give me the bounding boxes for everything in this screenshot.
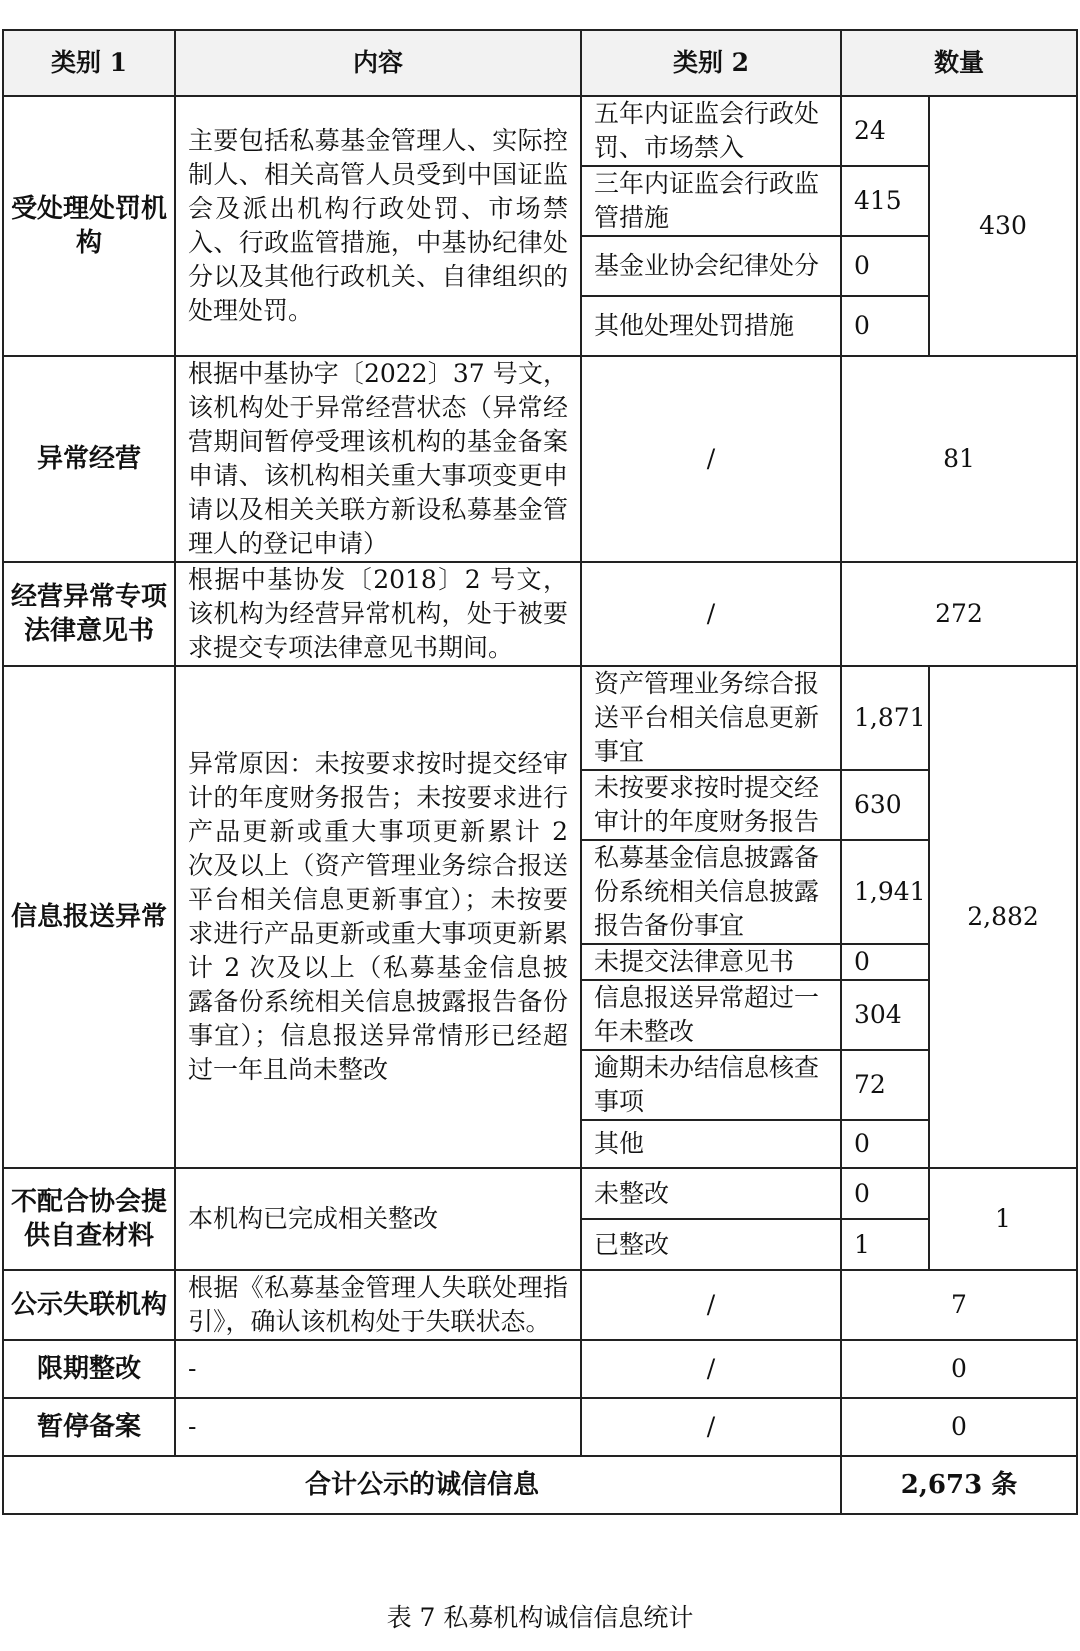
lost-label: 公示失联机构: [3, 1270, 175, 1340]
info-sub-label: 逾期未办结信息核查事项: [581, 1050, 841, 1120]
summary-label: 合计公示的诚信信息: [3, 1456, 841, 1514]
lost-cat2: /: [581, 1270, 841, 1340]
abnormal-cat2: /: [581, 356, 841, 562]
punish-total: 430: [929, 96, 1077, 356]
header-qty: 数量: [841, 30, 1077, 96]
integrity-table: [2, 29, 1078, 1515]
info-sub-value: 304: [841, 980, 929, 1050]
info-sub-value: 630: [841, 770, 929, 840]
info-sub-value: 1,871: [841, 666, 929, 770]
info-sub-label: 私募基金信息披露备份系统相关信息披露报告备份事宜: [581, 840, 841, 944]
punish-sub-value: 415: [841, 166, 929, 236]
punish-sub-label: 三年内证监会行政监管措施: [581, 166, 841, 236]
summary-row: [3, 1456, 1077, 1514]
noncoop-sub-value: 0: [841, 1168, 929, 1219]
abnormal-total: 81: [841, 356, 1077, 562]
header-row: [3, 30, 1077, 96]
suspend-total: 0: [841, 1398, 1077, 1456]
info-sub-label: 信息报送异常超过一年未整改: [581, 980, 841, 1050]
table-row: [3, 1340, 1077, 1398]
info-sub-label: 未提交法律意见书: [581, 944, 841, 980]
table-caption: 表 7 私募机构诚信信息统计: [386, 1603, 694, 1632]
rectify-label: 限期整改: [3, 1340, 175, 1398]
legal-total: 272: [841, 562, 1077, 666]
suspend-content: -: [175, 1398, 581, 1456]
rectify-content: -: [175, 1340, 581, 1398]
summary-value: 2,673 条: [841, 1456, 1077, 1514]
info-sub-label: 未按要求按时提交经审计的年度财务报告: [581, 770, 841, 840]
punish-sub-value: 0: [841, 236, 929, 296]
legal-label: 经营异常专项法律意见书: [3, 562, 175, 666]
table-row: [3, 356, 1077, 562]
legal-content: 根据中基协发〔2018〕2 号文，该机构为经营异常机构，处于被要求提交专项法律意见书期间。: [175, 562, 581, 666]
header-cat1: 类别 1: [3, 30, 175, 96]
info-total: 2,882: [929, 666, 1077, 1168]
table-row: [3, 1168, 1077, 1219]
header-cat2: 类别 2: [581, 30, 841, 96]
info-sub-value: 1,941: [841, 840, 929, 944]
info-sub-label: 资产管理业务综合报送平台相关信息更新事宜: [581, 666, 841, 770]
punish-label: 受处理处罚机构: [3, 96, 175, 356]
noncoop-sub-label: 已整改: [581, 1219, 841, 1270]
suspend-cat2: /: [581, 1398, 841, 1456]
info-sub-label: 其他: [581, 1120, 841, 1168]
punish-sub-value: 24: [841, 96, 929, 166]
noncoop-content: 本机构已完成相关整改: [175, 1168, 581, 1270]
info-sub-value: 0: [841, 1120, 929, 1168]
punish-sub-value: 0: [841, 296, 929, 356]
abnormal-label: 异常经营: [3, 356, 175, 562]
info-sub-value: 0: [841, 944, 929, 980]
table-row: [3, 562, 1077, 666]
noncoop-sub-value: 1: [841, 1219, 929, 1270]
rectify-cat2: /: [581, 1340, 841, 1398]
table-row: [3, 1270, 1077, 1340]
header-content: 内容: [175, 30, 581, 96]
punish-sub-label: 基金业协会纪律处分: [581, 236, 841, 296]
table-row: [3, 96, 1077, 166]
abnormal-content: 根据中基协字〔2022〕37 号文，该机构处于异常经营状态（异常经营期间暂停受理该机构的基金备案申请、该机构相关重大事项变更申请以及相关关联方新设私募基金管理人的登记申请）: [175, 356, 581, 562]
table-row: [3, 666, 1077, 770]
punish-content: 主要包括私募基金管理人、实际控制人、相关高管人员受到中国证监会及派出机构行政处罚、市场禁入、行政监管措施，中基协纪律处分以及其他行政机关、自律组织的处理处罚。: [175, 96, 581, 356]
suspend-label: 暂停备案: [3, 1398, 175, 1456]
lost-content: 根据《私募基金管理人失联处理指引》，确认该机构处于失联状态。: [175, 1270, 581, 1340]
info-sub-value: 72: [841, 1050, 929, 1120]
noncoop-total: 1: [929, 1168, 1077, 1270]
noncoop-label: 不配合协会提供自查材料: [3, 1168, 175, 1270]
info-content: 异常原因：未按要求按时提交经审计的年度财务报告；未按要求进行产品更新或重大事项更新累计 2 次及以上（资产管理业务综合报送平台相关信息更新事宜）；未按要求进行产品更新或重大事项更新累计 2 次及以上（私募基金信息披露备份系统相关信息披露报告备份事宜）；信息报送异常情形已经超过一年且尚未整改: [175, 666, 581, 1168]
info-label: 信息报送异常: [3, 666, 175, 1168]
punish-sub-label: 五年内证监会行政处罚、市场禁入: [581, 96, 841, 166]
table-row: [3, 1398, 1077, 1456]
punish-sub-label: 其他处理处罚措施: [581, 296, 841, 356]
legal-cat2: /: [581, 562, 841, 666]
lost-total: 7: [841, 1270, 1077, 1340]
rectify-total: 0: [841, 1340, 1077, 1398]
noncoop-sub-label: 未整改: [581, 1168, 841, 1219]
